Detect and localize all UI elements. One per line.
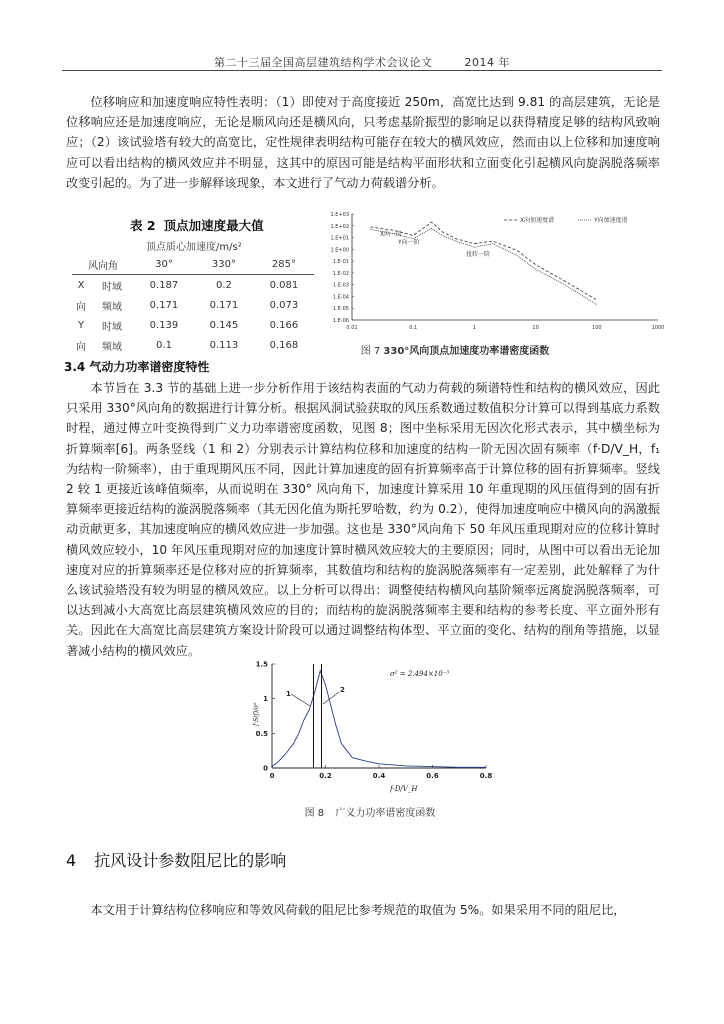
- figure7-ytick-label: 1.E+00: [330, 247, 349, 254]
- figure7-xtick-label: 10: [532, 325, 539, 331]
- table2-cell: 0.171: [149, 299, 179, 311]
- table2-method: 频域: [102, 301, 122, 313]
- table2-method: 频域: [102, 341, 122, 353]
- figure8-caption: [270, 804, 470, 819]
- figure7-ytick-label: 1.E+01: [330, 235, 349, 242]
- table2-cell: 0.1: [156, 339, 172, 351]
- figure8-chart: [250, 656, 500, 796]
- table-row: [72, 295, 314, 315]
- table2-angle-3: 285°: [254, 254, 314, 275]
- figure7-axes: [352, 214, 658, 320]
- table2-method: 时域: [102, 281, 122, 293]
- figure7-xtick-label: 1000: [651, 325, 665, 331]
- annotation-y-first: Y向一阶: [398, 239, 420, 246]
- figure7-ytick-label: 1.E-06: [332, 318, 349, 324]
- table2-dir: 向: [76, 341, 86, 353]
- figure8-ytick-label: 0: [263, 764, 268, 773]
- table2-cell: 0.166: [269, 319, 299, 331]
- table2: [72, 236, 314, 355]
- figure7-xtick-label: 100: [592, 325, 602, 331]
- table2-cell: 0.139: [149, 319, 179, 331]
- table-row: [72, 275, 314, 296]
- figure8-marker-1-arrow: [291, 694, 310, 706]
- figure8-xtick-label: 0.4: [372, 772, 386, 780]
- figure7-xtick-label: 0.1: [409, 325, 418, 331]
- table-row: [72, 335, 314, 355]
- intro-text: 位移响应和加速度响应特性表明：（1）即使对于高度接近 250m，高宽比达到 9.81 的高层建筑，无论是位移响应还是加速度响应，无论是顺风向还是横风向，只考虑基阶振型的影响足以获得精度足够的结构风致响应；（2）该试验塔有较大的高宽比，定性规律表明结构可能存在较大的横风效应，然而由以上位移和加速度响应可以看出结构的横风效应并不明显，这其中的原因可能是结构平面形状和立面变化引起横风向旋涡脱落频率改变引起的。为了进一步解释该现象，本文进行了气动力荷载谱分析。: [66, 95, 660, 190]
- figure8-ytick-label: 1.5: [255, 660, 268, 669]
- figure8-xtick-label: 0: [269, 772, 275, 780]
- figure8-xtick-label: 0.6: [426, 772, 439, 780]
- figure8-ylabel: f·S(f)/σ²: [253, 702, 260, 726]
- figure8-xlabel: f·D/V_H: [390, 785, 418, 793]
- table2-cell: 0.073: [269, 299, 299, 311]
- annotation-x-first: X向一阶: [380, 231, 403, 238]
- table2-col-label: 风向角: [72, 254, 134, 275]
- figure8-marker-2: 2: [340, 686, 345, 694]
- table2-title: 顶点加速度最大值: [163, 218, 264, 233]
- figure8-sigma: σ² = 2.494×10⁻³: [390, 670, 450, 678]
- figure7-chart: [318, 208, 665, 338]
- figure8-marker-1: 1: [286, 690, 291, 698]
- figure7-ytick-label: 1.E-04: [332, 294, 349, 301]
- table2-number: 表 2: [130, 218, 156, 233]
- figure8-ytick-label: 1: [263, 695, 268, 704]
- intro-paragraph: [66, 92, 660, 193]
- figure7-caption: [330, 342, 580, 357]
- table2-cell: 0.171: [209, 299, 239, 311]
- table2-angle-1: 30°: [134, 254, 194, 275]
- table2-cell: 0.081: [269, 279, 299, 291]
- header-year: 2014 年: [464, 56, 510, 69]
- figure8-xtick-label: 0.8: [479, 772, 493, 780]
- table2-caption: [130, 216, 264, 234]
- figure8-xtick-label: 0.2: [319, 772, 332, 780]
- figure7-xtick-label: 1: [472, 325, 476, 331]
- section4-title: 抗风设计参数阻尼比的影响: [94, 851, 287, 870]
- figure8-ytick-label: 0.5: [255, 729, 268, 738]
- figure7-series-line: [370, 222, 596, 300]
- figure8-marker-2-arrow: [323, 692, 339, 704]
- table2-dir: Y: [77, 319, 85, 331]
- conference-title: 第二十三届全国高层建筑结构学术会议论文: [214, 56, 433, 69]
- figure7-caption-text: 330°风向顶点加速度功率谱密度函数: [383, 346, 550, 357]
- running-header: [0, 54, 724, 70]
- figure7-ytick-label: 1.E-01: [332, 259, 349, 266]
- section34-text: 本节旨在 3.3 节的基础上进一步分析作用于该结构表面的气动力荷载的频谱特性和结构的横风效应，因此只采用 330°风向角的数据进行计算分析。根据风洞试验获取的风压系数通过数值积分计算可以得到基底力系数时程，通过傅立叶变换得到广义力功率谱密度函数，见图 8；图中坐标采用无因次化形式表示，其中横坐标为折算频率[6]。两条竖线（1 和 2）分别表示计算结构位移和加速度的结构一阶无因次固有频率（f·D/V_H，f₁为结构一阶频率），由于重现期风压不同，因此计算加速度的固有折算频率高于计算位移的固有折算频率。竖线 2 较 1 更接近该峰值频率，从而说明在 330° 风向角下，加速度计算采用 10 年重现期的风压值得到的固有折算频率更接近结构的漩涡脱落频率（其无因化值为斯托罗哈数，约为 0.2），使得加速度响应中横风向的涡激振动贡献更多，其加速度响应的横风效应进一步加强。这也是 330°风向角下 50 年风压重现期对应的位移计算时横风效应较小，10 年风压重现期对应的加速度计算时横风效应较大的主要原因；同时，从图中可以看出无论加速度对应的折算频率还是位移对应的折算频率，其数值均和结构的旋涡脱落频率有一定差别，此处解释了为什么该试验塔没有较为明显的横风效应。以上分析可以得出：调整使结构横风向基阶频率远离旋涡脱落频率，可以达到减小大高宽比高层建筑横风效应的目的；而结构的旋涡脱落频率主要和结构的参考长度、平立面外形有关。因此在大高宽比高层建筑方案设计阶段可以通过调整结构体型、平立面的变化、结构的削角等措施，以显著减小结构的横风效应。: [66, 381, 660, 658]
- figure7-legend: [504, 216, 628, 224]
- annotation-torsion-first: 扭转一阶: [466, 251, 491, 258]
- table2-cell: 0.145: [209, 319, 239, 331]
- section4-heading: [66, 848, 286, 871]
- table2-cell: 0.168: [269, 339, 299, 351]
- figure7-ytick-label: 1.E+03: [330, 212, 349, 218]
- figure7-ytick-label: 1.E+02: [330, 223, 349, 230]
- table2-cell: 0.2: [216, 279, 232, 291]
- table2-unit-header: 顶点质心加速度/m/s²: [146, 241, 242, 253]
- table2-cell: 0.113: [209, 339, 239, 351]
- header-rule: [62, 70, 662, 71]
- figure7-ytick-label: 1.E-03: [332, 282, 349, 289]
- table2-dir: X: [77, 279, 85, 291]
- table2-method: 时域: [102, 321, 122, 333]
- table-row: [72, 315, 314, 335]
- figure7-caption-num: 图 7: [360, 346, 381, 357]
- figure7-ytick-label: 1.E-05: [332, 306, 349, 313]
- legend-y-label: Y向加速度谱: [594, 217, 628, 224]
- table2-angle-2: 330°: [194, 254, 254, 275]
- section34-title: 3.4 气动力功率谱密度特性: [64, 360, 210, 374]
- legend-x-label: X向加速度谱: [520, 217, 555, 224]
- section34-paragraph: [66, 378, 660, 661]
- table2-dir: 向: [76, 301, 86, 313]
- figure8-caption-num: 图 8: [304, 808, 325, 819]
- section4-paragraph: 本文用于计算结构位移响应和等效风荷载的阻尼比参考规范的取值为 5%。如果采用不同的阻尼比，: [90, 903, 626, 917]
- table2-cell: 0.187: [149, 279, 179, 291]
- figure8-caption-text: 广义力功率谱密度函数: [335, 808, 436, 819]
- figure8-series-line: [272, 671, 486, 767]
- section4-number: 4: [66, 851, 77, 870]
- figure7-xtick-label: 0.01: [346, 325, 358, 331]
- figure7-ytick-label: 1.E-02: [332, 270, 349, 277]
